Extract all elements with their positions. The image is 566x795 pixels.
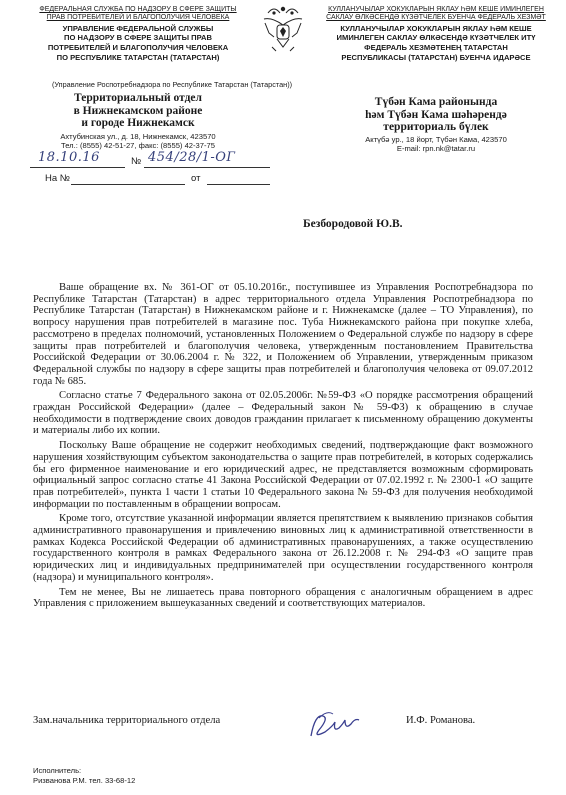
reference-number-label: На № (45, 173, 70, 184)
department-abbr: (Управление Роспотребнадзора по Республике Татарстан (Татарстан)) (51, 80, 293, 89)
signature-icon (305, 706, 365, 746)
department-name-line1: УПРАВЛЕНИЕ ФЕДЕРАЛЬНОЙ СЛУЖБЫ (62, 23, 214, 33)
reference-date-label: от (191, 173, 201, 184)
date-underline (30, 167, 125, 168)
address-line: Ахтубинская ул., д. 18, Нижнекамск, 423570 (60, 132, 216, 141)
department-name-tatar-line1: КУЛЛАНУЧЫЛАР ХОКУКЛАРЫН ЯКЛАУ ҺӘМ КЕШЕ (340, 23, 532, 33)
agency-name-line1: ФЕДЕРАЛЬНАЯ СЛУЖБА ПО НАДЗОРУ В СФЕРЕ ЗАЩИТЫ (39, 6, 237, 13)
address-right (313, 135, 559, 154)
coat-of-arms-emblem (260, 3, 306, 55)
addressee: Безбородовой Ю.В. (303, 218, 403, 230)
number-underline (144, 167, 270, 168)
dept-title-tatar-line1: Түбән Кама районында (374, 96, 498, 108)
paragraph: Согласно статье 7 Федерального закона от 02.05.2006г. №59-ФЗ «О порядке рассмотрения обращений граждан Российской Федерации» (далее – Федеральный закон № 59-ФЗ) к обращению в случае необходимости в подтверждение своих доводов гражданин прилагает к письменному обращению документы и материалы либо их копии. (33, 390, 533, 437)
department-name-line3: ПОТРЕБИТЕЛЕЙ И БЛАГОПОЛУЧИЯ ЧЕЛОВЕКА (47, 43, 229, 52)
dept-title-line1: Территориальный отдел (74, 92, 202, 104)
email-line: E-mail: rpn.nk@tatar.ru (396, 144, 476, 154)
territorial-department-right (313, 96, 559, 134)
dept-title-tatar-line2: һәм Түбән Кама шәһәрендә (365, 108, 507, 121)
paragraph: Кроме того, отсутствие указанной информации является препятствием к выявлению признаков события административного правонарушения и привлечению виновных лиц к административной ответственности в рамках Кодекса Российской Федерации об административных правонарушениях, а также осуществлению государственного контроля в рамках Федерального закона от 26.12.2008 г. № 294-ФЗ «О защите прав юридических лиц и индивидуальных предпринимателей при осуществлении государственного контроля (надзора) и муниципального контроля». (33, 513, 533, 583)
department-name-tatar-line3: ФЕДЕРАЛЬ ХЕЗМӘТЕНЕҢ ТАТАРСТАН (364, 43, 508, 52)
territorial-department-left (24, 92, 252, 130)
registration-number: 454/28/1-ОГ (148, 150, 236, 165)
reference-line (45, 171, 270, 187)
executor-label: Исполнитель: (33, 766, 82, 775)
dept-title-tatar-line3: территориаль бүлек (383, 121, 489, 133)
reference-number-underline (71, 184, 185, 185)
agency-name-tatar-line1: КУЛЛАНУЧЫЛАР ХОКУКЛАРЫН ЯКЛАУ ҺӘМ КЕШЕ ИМИНЛЕГЕН (328, 6, 544, 13)
registration-line (30, 150, 270, 170)
reference-date-underline (207, 184, 270, 185)
department-name-tatar-line4: РЕСПУБЛИКАСЫ (ТАТАРСТАН) БУЕНЧА ИДАРӘСЕ (341, 52, 531, 62)
paragraph: Поскольку Ваше обращение не содержит необходимых сведений, подтверждающие факт возможного нарушения хозяйствующим субъектом законодательства о защите прав потребителей, в которых содержались бы его фирменное наименование и его юридический адрес, не представляется возможным сформировать официальный запрос согласно статье 41 Закона Российской Федерации от 07.02.1992 г. № 2300-1 «О защите прав потребителей», пункта 1 части 1 статьи 10 Федерального закона № 59-ФЗ для получения необходимой информации по поставленным в обращении вопросам. (33, 440, 533, 510)
department-name-line4: ПО РЕСПУБЛИКЕ ТАТАРСТАН (ТАТАРСТАН) (56, 52, 220, 62)
header-left (24, 6, 252, 62)
dept-title-line2: в Нижнекамском районе (73, 104, 203, 117)
header-right (313, 6, 559, 62)
letter-body (33, 282, 533, 613)
paragraph: Тем не менее, Вы не лишаетесь права повторного обращения с аналогичным обращением в адрес Управления с приложением вышеуказанных сведений и соответствующих материалов. (33, 586, 533, 610)
double-headed-eagle-icon (260, 3, 306, 55)
registration-date: 18.10.16 (38, 150, 100, 165)
address-line-tatar: Актүбә ур., 18 йорт, Түбән Кама, 423570 (365, 135, 507, 144)
handwritten-signature (305, 706, 365, 746)
agency-name-line2: ПРАВ ПОТРЕБИТЕЛЕЙ И БЛАГОПОЛУЧИЯ ЧЕЛОВЕКА (46, 14, 230, 22)
department-name-tatar-line2: ИМИНЛЕГЕН САКЛАУ ӨЛКӘСЕНДӘ КҮЗӘТЧЕЛЕК ИТҮ (336, 33, 536, 43)
signatory-position: Зам.начальника территориального отдела (33, 715, 221, 726)
executor-details: Ризванова Р.М. тел. 33-68-12 (33, 776, 136, 785)
address-left (24, 132, 252, 151)
executor-block (33, 766, 135, 786)
department-name-line2: ПО НАДЗОРУ В СФЕРЕ ЗАЩИТЫ ПРАВ (64, 33, 212, 43)
number-label: № (131, 156, 142, 167)
dept-title-line3: и городе Нижнекамск (81, 117, 195, 129)
phone-line: Тел.: (8555) 42-51-27, факс: (8555) 42-37-75 (61, 141, 215, 151)
signatory-name: И.Ф. Романова. (406, 715, 476, 726)
paragraph: Ваше обращение вх. № 361-ОГ от 05.10.2016г., поступившее из Управления Роспотребнадзора по Республике Татарстан (Татарстан) в адрес территориального отдела Управления Роспотребнадзора по Республике Татарстан (Татарстан) в Нижнекамском районе и г. Нижнекамске (далее – ТО Управления), по вопросу нарушения прав потребителей в магазине пос. Туба Нижнекамского района при покупке хлеба, рассмотрено в пределах полномочий, установленных Положением о Федеральной службе по надзору в сфере защиты прав потребителей и благополучия человека, утвержденным постановлением Правительства Российской Федерации от 30.06.2004 г. № 322, и Положением об Управлении, утвержденным приказом Федеральной службы по надзору в сфере защиты прав потребителей и благополучия человека от 09.07.2012 года № 685. (33, 282, 533, 387)
agency-name-tatar-line2: САКЛАУ ӨЛКӘСЕНДӘ КҮЗӘТЧЕЛЕК БУЕНЧА ФЕДЕРАЛЬ ХЕЗМӘТ (326, 14, 546, 22)
